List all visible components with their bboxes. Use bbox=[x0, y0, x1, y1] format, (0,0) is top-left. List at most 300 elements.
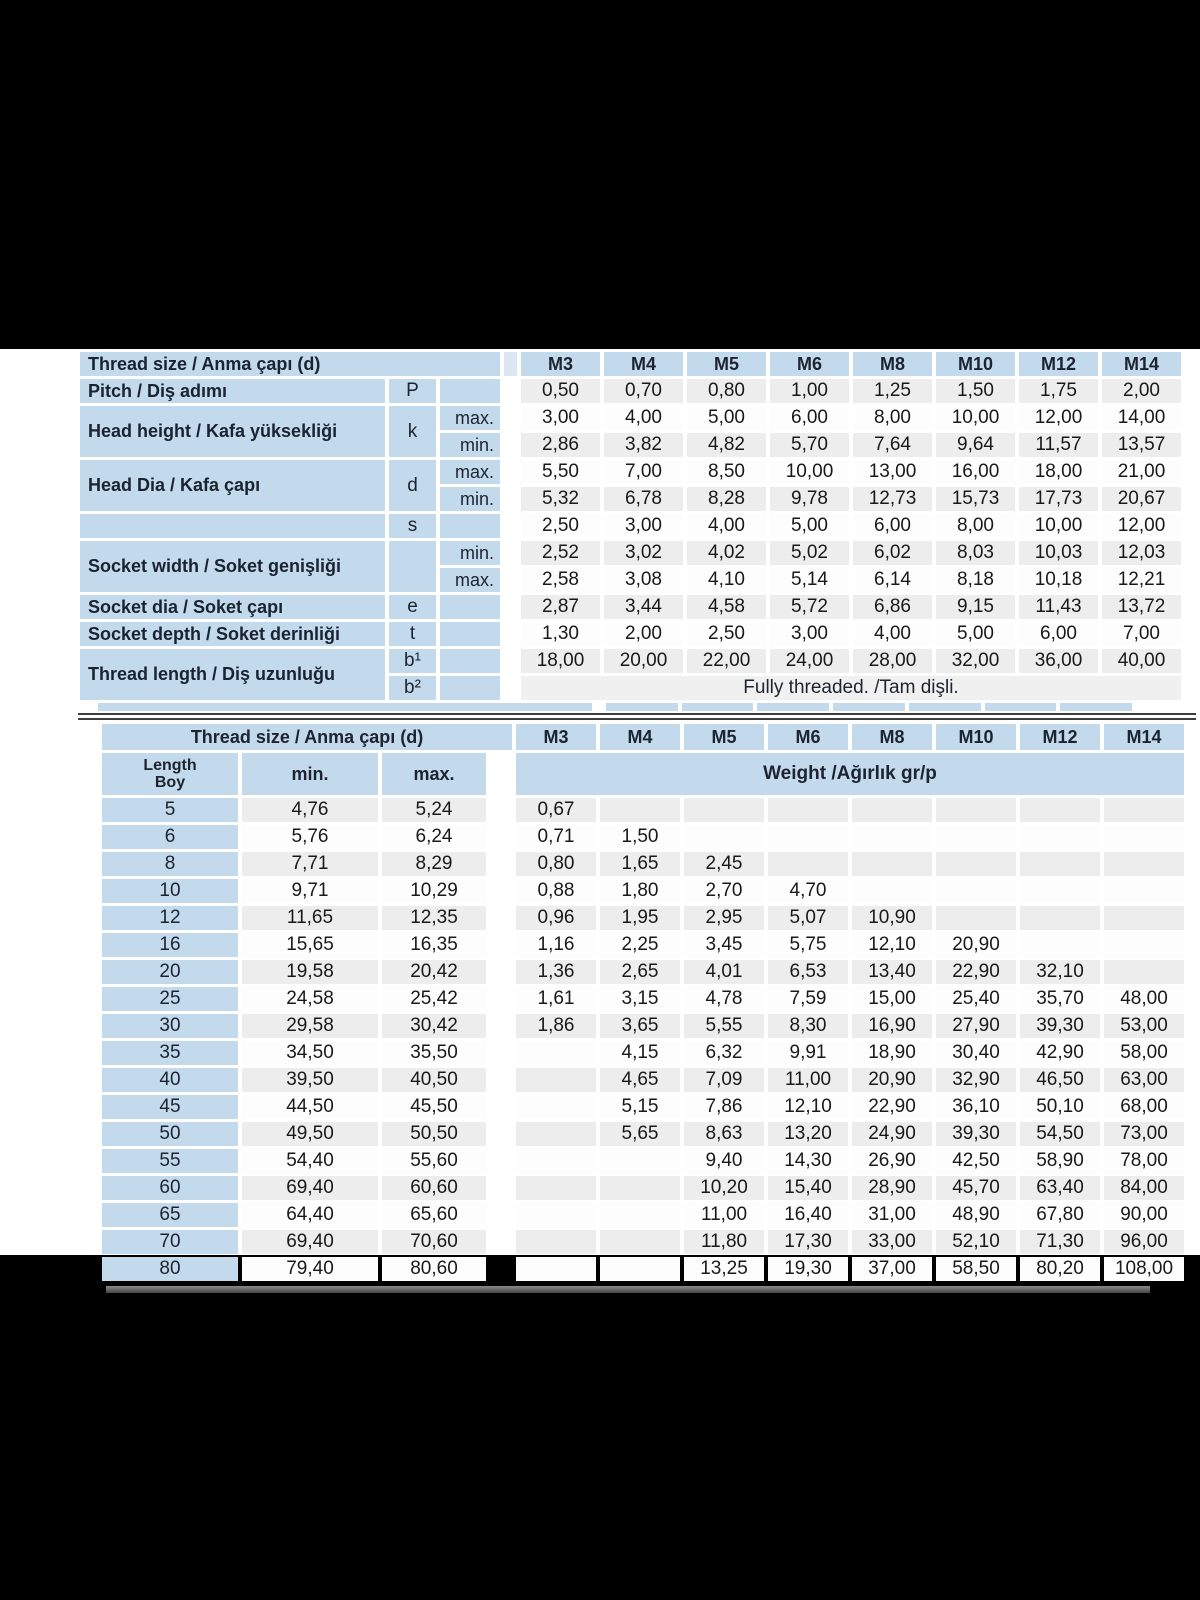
max-value-cell: 8,29 bbox=[382, 852, 486, 876]
spacer-cell bbox=[504, 514, 517, 538]
weight-value-cell: 1,95 bbox=[600, 906, 680, 930]
column-header: M14 bbox=[1104, 724, 1184, 750]
value-cell: 3,44 bbox=[604, 595, 683, 619]
weight-value-cell: 5,15 bbox=[600, 1095, 680, 1119]
weight-value-cell: 9,91 bbox=[768, 1041, 848, 1065]
weight-value-cell: 5,65 bbox=[600, 1122, 680, 1146]
min-value-cell: 49,50 bbox=[242, 1122, 378, 1146]
table-row bbox=[80, 622, 1181, 646]
column-header: M6 bbox=[768, 724, 848, 750]
weight-value-cell: 28,90 bbox=[852, 1176, 932, 1200]
max-value-cell: 6,24 bbox=[382, 825, 486, 849]
value-cell: 1,25 bbox=[853, 379, 932, 403]
value-cell: 4,00 bbox=[604, 406, 683, 430]
weight-value-cell: 5,55 bbox=[684, 1014, 764, 1038]
column-header: M10 bbox=[936, 352, 1015, 376]
weight-value-cell: 71,30 bbox=[1020, 1230, 1100, 1254]
max-value-cell: 60,60 bbox=[382, 1176, 486, 1200]
value-cell: 7,00 bbox=[604, 460, 683, 484]
tolerance-cell: min. bbox=[440, 541, 500, 565]
tolerance-cell: min. bbox=[440, 433, 500, 457]
table-row bbox=[102, 1041, 1184, 1065]
weight-value-cell: 3,15 bbox=[600, 987, 680, 1011]
weight-value-cell: 0,80 bbox=[516, 852, 596, 876]
weight-value-cell: 13,25 bbox=[684, 1257, 764, 1281]
spacer-cell bbox=[504, 352, 517, 376]
length-cell: 30 bbox=[102, 1014, 238, 1038]
table-row bbox=[80, 379, 1181, 403]
value-cell: 5,00 bbox=[687, 406, 766, 430]
row-label-cell: Socket dia / Soket çapı bbox=[80, 595, 385, 619]
spacer-cell bbox=[490, 933, 512, 957]
table-row bbox=[102, 933, 1184, 957]
value-cell: 15,73 bbox=[936, 487, 1015, 511]
weight-value-cell bbox=[768, 852, 848, 876]
weight-value-cell: 7,09 bbox=[684, 1068, 764, 1092]
weight-value-cell: 1,65 bbox=[600, 852, 680, 876]
weight-value-cell: 12,10 bbox=[852, 933, 932, 957]
spacer-cell bbox=[490, 825, 512, 849]
table-row bbox=[102, 753, 1184, 795]
column-header: M8 bbox=[853, 352, 932, 376]
symbol-cell bbox=[389, 541, 436, 592]
weight-value-cell: 15,00 bbox=[852, 987, 932, 1011]
weight-value-cell: 53,00 bbox=[1104, 1014, 1184, 1038]
column-header: M4 bbox=[600, 724, 680, 750]
weight-value-cell: 26,90 bbox=[852, 1149, 932, 1173]
value-cell: 12,21 bbox=[1102, 568, 1181, 592]
max-value-cell: 30,42 bbox=[382, 1014, 486, 1038]
table-row bbox=[102, 906, 1184, 930]
weights-table-title: Thread size / Anma çapı (d) bbox=[102, 724, 512, 750]
weight-value-cell: 1,86 bbox=[516, 1014, 596, 1038]
sliver-segment bbox=[833, 703, 905, 711]
table-row bbox=[102, 879, 1184, 903]
value-cell: 10,03 bbox=[1019, 541, 1098, 565]
row-label-cell: Head height / Kafa yüksekliği bbox=[80, 406, 385, 457]
weight-value-cell bbox=[516, 1203, 596, 1227]
weight-value-cell: 10,20 bbox=[684, 1176, 764, 1200]
weight-value-cell bbox=[1020, 852, 1100, 876]
value-cell: 6,78 bbox=[604, 487, 683, 511]
value-cell: 2,58 bbox=[521, 568, 600, 592]
tolerance-cell bbox=[440, 676, 500, 700]
length-header bbox=[102, 753, 238, 795]
max-header: max. bbox=[382, 753, 486, 795]
weight-value-cell bbox=[1104, 825, 1184, 849]
tolerance-cell: max. bbox=[440, 406, 500, 430]
weight-value-cell: 58,90 bbox=[1020, 1149, 1100, 1173]
symbol-cell: b² bbox=[389, 676, 436, 700]
value-cell: 32,00 bbox=[936, 649, 1015, 673]
value-cell: 10,00 bbox=[770, 460, 849, 484]
spacer-cell bbox=[490, 1257, 512, 1281]
column-header: M10 bbox=[936, 724, 1016, 750]
weight-value-cell: 36,10 bbox=[936, 1095, 1016, 1119]
length-cell: 40 bbox=[102, 1068, 238, 1092]
value-cell: 22,00 bbox=[687, 649, 766, 673]
weight-value-cell: 37,00 bbox=[852, 1257, 932, 1281]
value-cell: 7,64 bbox=[853, 433, 932, 457]
weight-value-cell bbox=[684, 825, 764, 849]
value-cell: 12,73 bbox=[853, 487, 932, 511]
weight-value-cell: 58,00 bbox=[1104, 1041, 1184, 1065]
weight-value-cell: 32,90 bbox=[936, 1068, 1016, 1092]
weight-value-cell: 73,00 bbox=[1104, 1122, 1184, 1146]
value-cell: 0,80 bbox=[687, 379, 766, 403]
weight-value-cell bbox=[852, 852, 932, 876]
value-cell: 36,00 bbox=[1019, 649, 1098, 673]
weight-value-cell: 6,53 bbox=[768, 960, 848, 984]
weight-value-cell: 9,40 bbox=[684, 1149, 764, 1173]
spacer-cell bbox=[504, 460, 517, 484]
weight-value-cell: 0,88 bbox=[516, 879, 596, 903]
value-cell: 4,58 bbox=[687, 595, 766, 619]
min-value-cell: 15,65 bbox=[242, 933, 378, 957]
weight-value-cell bbox=[852, 798, 932, 822]
value-cell: 24,00 bbox=[770, 649, 849, 673]
min-value-cell: 29,58 bbox=[242, 1014, 378, 1038]
length-header-line: Boy bbox=[154, 774, 186, 791]
weight-value-cell: 46,50 bbox=[1020, 1068, 1100, 1092]
value-cell: 4,10 bbox=[687, 568, 766, 592]
length-cell: 10 bbox=[102, 879, 238, 903]
table-row bbox=[102, 724, 1184, 750]
weight-value-cell bbox=[516, 1041, 596, 1065]
weight-value-cell: 2,45 bbox=[684, 852, 764, 876]
max-value-cell: 10,29 bbox=[382, 879, 486, 903]
max-value-cell: 12,35 bbox=[382, 906, 486, 930]
weight-value-cell: 4,15 bbox=[600, 1041, 680, 1065]
weight-value-cell: 12,10 bbox=[768, 1095, 848, 1119]
tolerance-cell bbox=[440, 622, 500, 646]
weight-value-cell: 96,00 bbox=[1104, 1230, 1184, 1254]
value-cell: 5,50 bbox=[521, 460, 600, 484]
weight-value-cell: 0,71 bbox=[516, 825, 596, 849]
symbol-cell: t bbox=[389, 622, 436, 646]
weight-value-cell: 39,30 bbox=[936, 1122, 1016, 1146]
min-value-cell: 7,71 bbox=[242, 852, 378, 876]
spacer-cell bbox=[490, 1176, 512, 1200]
table-row bbox=[102, 1122, 1184, 1146]
weight-value-cell: 20,90 bbox=[852, 1068, 932, 1092]
sliver-segment bbox=[1060, 703, 1132, 711]
weight-value-cell: 7,59 bbox=[768, 987, 848, 1011]
max-value-cell: 45,50 bbox=[382, 1095, 486, 1119]
spacer-cell bbox=[490, 1203, 512, 1227]
value-cell: 5,72 bbox=[770, 595, 849, 619]
fully-threaded-cell: Fully threaded. /Tam dişli. bbox=[521, 676, 1181, 700]
spacer-cell bbox=[490, 960, 512, 984]
weight-value-cell: 20,90 bbox=[936, 933, 1016, 957]
weight-value-cell: 16,90 bbox=[852, 1014, 932, 1038]
length-cell: 35 bbox=[102, 1041, 238, 1065]
spacer-cell bbox=[504, 595, 517, 619]
weight-value-cell: 108,00 bbox=[1104, 1257, 1184, 1281]
value-cell: 4,00 bbox=[687, 514, 766, 538]
weight-value-cell: 10,90 bbox=[852, 906, 932, 930]
value-cell: 5,70 bbox=[770, 433, 849, 457]
weight-value-cell bbox=[600, 1176, 680, 1200]
value-cell: 11,57 bbox=[1019, 433, 1098, 457]
weight-value-cell: 3,45 bbox=[684, 933, 764, 957]
weight-value-cell: 19,30 bbox=[768, 1257, 848, 1281]
spacer-cell bbox=[490, 1041, 512, 1065]
length-header-line: Length bbox=[143, 757, 197, 774]
min-value-cell: 79,40 bbox=[242, 1257, 378, 1281]
weight-value-cell: 1,61 bbox=[516, 987, 596, 1011]
weight-value-cell: 1,50 bbox=[600, 825, 680, 849]
weight-value-cell bbox=[1104, 960, 1184, 984]
length-cell: 16 bbox=[102, 933, 238, 957]
weight-value-cell: 35,70 bbox=[1020, 987, 1100, 1011]
weight-value-cell: 22,90 bbox=[936, 960, 1016, 984]
weight-value-cell: 0,67 bbox=[516, 798, 596, 822]
weight-value-cell: 25,40 bbox=[936, 987, 1016, 1011]
symbol-cell: k bbox=[389, 406, 436, 457]
min-value-cell: 9,71 bbox=[242, 879, 378, 903]
value-cell: 1,75 bbox=[1019, 379, 1098, 403]
max-value-cell: 50,50 bbox=[382, 1122, 486, 1146]
min-value-cell: 69,40 bbox=[242, 1230, 378, 1254]
weight-value-cell: 32,10 bbox=[1020, 960, 1100, 984]
table-row bbox=[80, 352, 1181, 376]
weight-value-cell: 42,90 bbox=[1020, 1041, 1100, 1065]
length-cell: 12 bbox=[102, 906, 238, 930]
value-cell: 6,00 bbox=[770, 406, 849, 430]
value-cell: 3,00 bbox=[604, 514, 683, 538]
spacer-cell bbox=[490, 852, 512, 876]
sliver-segment bbox=[682, 703, 754, 711]
max-value-cell: 5,24 bbox=[382, 798, 486, 822]
weight-value-cell bbox=[1020, 825, 1100, 849]
spacer-cell bbox=[490, 906, 512, 930]
value-cell: 5,00 bbox=[770, 514, 849, 538]
column-header: M5 bbox=[687, 352, 766, 376]
column-header: M12 bbox=[1020, 724, 1100, 750]
weight-value-cell: 14,30 bbox=[768, 1149, 848, 1173]
weight-value-cell: 2,25 bbox=[600, 933, 680, 957]
weight-value-cell: 2,95 bbox=[684, 906, 764, 930]
sliver-segment bbox=[757, 703, 829, 711]
weight-value-cell: 67,80 bbox=[1020, 1203, 1100, 1227]
weight-value-cell: 48,00 bbox=[1104, 987, 1184, 1011]
weight-value-cell: 15,40 bbox=[768, 1176, 848, 1200]
value-cell: 4,00 bbox=[853, 622, 932, 646]
spacer-cell bbox=[490, 879, 512, 903]
value-cell: 2,52 bbox=[521, 541, 600, 565]
table-row bbox=[102, 1014, 1184, 1038]
max-value-cell: 65,60 bbox=[382, 1203, 486, 1227]
value-cell: 2,00 bbox=[604, 622, 683, 646]
length-cell: 20 bbox=[102, 960, 238, 984]
weight-value-cell: 78,00 bbox=[1104, 1149, 1184, 1173]
weight-value-cell: 31,00 bbox=[852, 1203, 932, 1227]
value-cell: 2,87 bbox=[521, 595, 600, 619]
max-value-cell: 25,42 bbox=[382, 987, 486, 1011]
weight-value-cell: 8,30 bbox=[768, 1014, 848, 1038]
sliver-segment bbox=[985, 703, 1057, 711]
tolerance-cell bbox=[440, 379, 500, 403]
column-header: M3 bbox=[516, 724, 596, 750]
weight-value-cell bbox=[936, 852, 1016, 876]
length-cell: 55 bbox=[102, 1149, 238, 1173]
weight-value-cell: 0,96 bbox=[516, 906, 596, 930]
length-cell: 65 bbox=[102, 1203, 238, 1227]
value-cell: 20,67 bbox=[1102, 487, 1181, 511]
value-cell: 1,50 bbox=[936, 379, 1015, 403]
value-cell: 7,00 bbox=[1102, 622, 1181, 646]
spacer-cell bbox=[490, 798, 512, 822]
table-row bbox=[102, 1230, 1184, 1254]
weight-value-cell: 52,10 bbox=[936, 1230, 1016, 1254]
symbol-cell: b¹ bbox=[389, 649, 436, 673]
value-cell: 3,00 bbox=[521, 406, 600, 430]
value-cell: 5,32 bbox=[521, 487, 600, 511]
weight-value-cell: 1,36 bbox=[516, 960, 596, 984]
weight-value-cell bbox=[936, 906, 1016, 930]
value-cell: 28,00 bbox=[853, 649, 932, 673]
spec-sheet-content bbox=[0, 349, 1200, 1279]
value-cell: 13,57 bbox=[1102, 433, 1181, 457]
table-row bbox=[102, 960, 1184, 984]
column-header: M5 bbox=[684, 724, 764, 750]
tolerance-cell bbox=[440, 595, 500, 619]
weight-value-cell bbox=[516, 1095, 596, 1119]
length-cell: 5 bbox=[102, 798, 238, 822]
value-cell: 12,00 bbox=[1102, 514, 1181, 538]
weight-value-cell: 4,70 bbox=[768, 879, 848, 903]
column-header: M14 bbox=[1102, 352, 1181, 376]
value-cell: 3,82 bbox=[604, 433, 683, 457]
weight-value-cell bbox=[1020, 798, 1100, 822]
weights-table bbox=[98, 721, 1188, 1284]
table-row bbox=[102, 798, 1184, 822]
dimensions-table bbox=[76, 349, 1185, 703]
value-cell: 10,00 bbox=[936, 406, 1015, 430]
header-sliver-strip bbox=[98, 703, 1136, 711]
spacer-cell bbox=[490, 1230, 512, 1254]
sliver-segment bbox=[606, 703, 678, 711]
weight-value-cell bbox=[852, 825, 932, 849]
value-cell: 10,00 bbox=[1019, 514, 1098, 538]
value-cell: 3,02 bbox=[604, 541, 683, 565]
value-cell: 9,15 bbox=[936, 595, 1015, 619]
min-value-cell: 24,58 bbox=[242, 987, 378, 1011]
length-cell: 70 bbox=[102, 1230, 238, 1254]
value-cell: 9,78 bbox=[770, 487, 849, 511]
weight-value-cell: 90,00 bbox=[1104, 1203, 1184, 1227]
sliver-segment bbox=[98, 703, 592, 711]
spacer-cell bbox=[490, 1122, 512, 1146]
symbol-cell: e bbox=[389, 595, 436, 619]
min-header: min. bbox=[242, 753, 378, 795]
weight-value-cell: 3,65 bbox=[600, 1014, 680, 1038]
spacer-cell bbox=[504, 487, 517, 511]
weight-value-cell bbox=[1020, 933, 1100, 957]
symbol-cell: P bbox=[389, 379, 436, 403]
spacer-cell bbox=[504, 379, 517, 403]
value-cell: 4,82 bbox=[687, 433, 766, 457]
value-cell: 18,00 bbox=[1019, 460, 1098, 484]
min-value-cell: 19,58 bbox=[242, 960, 378, 984]
column-header: M6 bbox=[770, 352, 849, 376]
spacer-cell bbox=[504, 568, 517, 592]
weight-value-cell: 48,90 bbox=[936, 1203, 1016, 1227]
table-row bbox=[102, 1149, 1184, 1173]
table-row bbox=[80, 595, 1181, 619]
weight-value-cell bbox=[1020, 879, 1100, 903]
weight-value-cell: 2,70 bbox=[684, 879, 764, 903]
value-cell: 5,02 bbox=[770, 541, 849, 565]
value-cell: 1,00 bbox=[770, 379, 849, 403]
value-cell: 8,03 bbox=[936, 541, 1015, 565]
tolerance-cell bbox=[440, 514, 500, 538]
row-label-cell: Head Dia / Kafa çapı bbox=[80, 460, 385, 511]
spacer-cell bbox=[504, 433, 517, 457]
value-cell: 5,14 bbox=[770, 568, 849, 592]
value-cell: 8,28 bbox=[687, 487, 766, 511]
value-cell: 4,02 bbox=[687, 541, 766, 565]
dimensions-table-title: Thread size / Anma çapı (d) bbox=[80, 352, 500, 376]
value-cell: 14,00 bbox=[1102, 406, 1181, 430]
weight-value-cell bbox=[684, 798, 764, 822]
weight-value-cell: 4,78 bbox=[684, 987, 764, 1011]
weight-value-cell: 11,00 bbox=[768, 1068, 848, 1092]
weight-value-cell bbox=[1020, 906, 1100, 930]
value-cell: 16,00 bbox=[936, 460, 1015, 484]
value-cell: 9,64 bbox=[936, 433, 1015, 457]
weight-value-cell bbox=[516, 1257, 596, 1281]
symbol-cell: s bbox=[389, 514, 436, 538]
weight-value-cell: 8,63 bbox=[684, 1122, 764, 1146]
value-cell: 13,72 bbox=[1102, 595, 1181, 619]
weight-value-cell: 4,01 bbox=[684, 960, 764, 984]
value-cell: 12,03 bbox=[1102, 541, 1181, 565]
weight-value-cell bbox=[600, 1230, 680, 1254]
row-label-cell: Socket width / Soket genişliği bbox=[80, 541, 385, 592]
spacer-cell bbox=[490, 753, 512, 795]
value-cell: 6,14 bbox=[853, 568, 932, 592]
value-cell: 2,50 bbox=[521, 514, 600, 538]
column-header: M12 bbox=[1019, 352, 1098, 376]
spacer-cell bbox=[504, 406, 517, 430]
weight-value-cell: 22,90 bbox=[852, 1095, 932, 1119]
min-value-cell: 34,50 bbox=[242, 1041, 378, 1065]
value-cell: 8,18 bbox=[936, 568, 1015, 592]
min-value-cell: 39,50 bbox=[242, 1068, 378, 1092]
weight-value-cell bbox=[936, 798, 1016, 822]
weight-value-cell: 11,00 bbox=[684, 1203, 764, 1227]
value-cell: 8,00 bbox=[936, 514, 1015, 538]
weight-value-cell: 63,40 bbox=[1020, 1176, 1100, 1200]
row-label-cell bbox=[80, 514, 385, 538]
spacer-cell bbox=[490, 1014, 512, 1038]
weight-value-cell: 18,90 bbox=[852, 1041, 932, 1065]
max-value-cell: 20,42 bbox=[382, 960, 486, 984]
weight-value-cell bbox=[1104, 798, 1184, 822]
max-value-cell: 40,50 bbox=[382, 1068, 486, 1092]
table-row bbox=[102, 1176, 1184, 1200]
weight-value-cell: 7,86 bbox=[684, 1095, 764, 1119]
weight-value-cell: 50,10 bbox=[1020, 1095, 1100, 1119]
value-cell: 8,50 bbox=[687, 460, 766, 484]
weight-value-cell bbox=[1104, 852, 1184, 876]
value-cell: 21,00 bbox=[1102, 460, 1181, 484]
value-cell: 2,00 bbox=[1102, 379, 1181, 403]
value-cell: 5,00 bbox=[936, 622, 1015, 646]
spacer-cell bbox=[504, 649, 517, 673]
